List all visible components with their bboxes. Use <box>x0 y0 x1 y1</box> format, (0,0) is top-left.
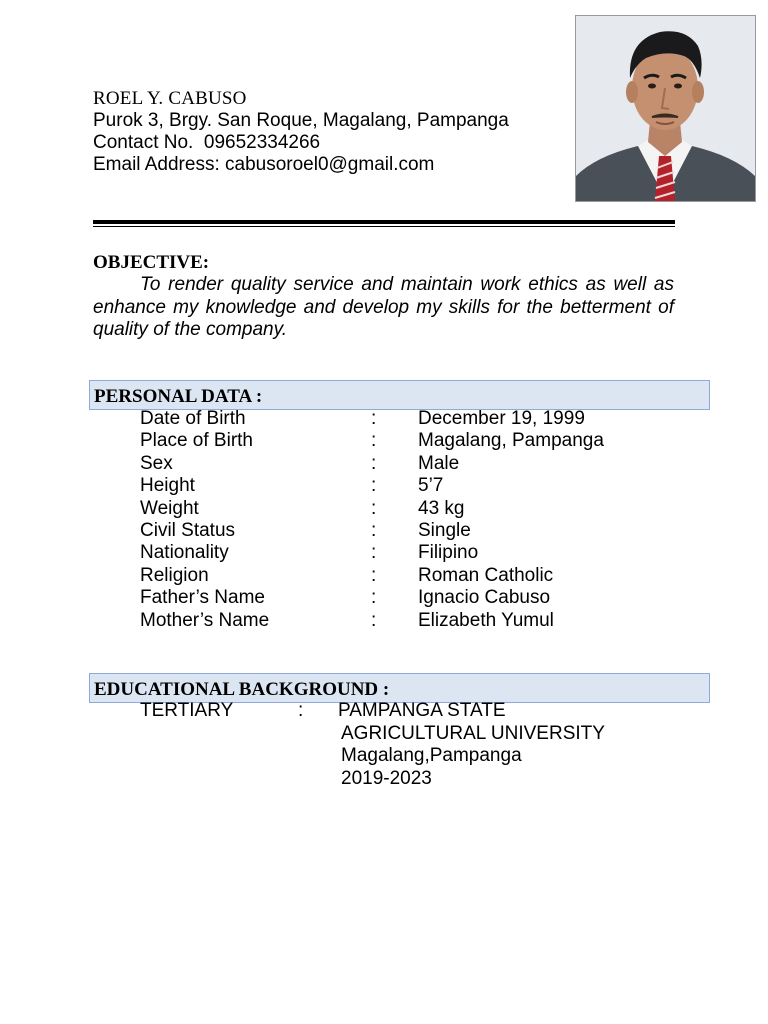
row-colon: : <box>371 587 377 609</box>
row-label: Height <box>140 475 195 497</box>
row-label: Place of Birth <box>140 430 253 452</box>
row-value: December 19, 1999 <box>418 408 585 429</box>
contact-header <box>93 88 563 176</box>
personal-data-row <box>0 475 768 497</box>
personal-data-row <box>0 587 768 609</box>
email-line: Email Address: cabusoroel0@gmail.com <box>93 154 435 175</box>
school-location: Magalang,Pampanga <box>341 745 522 766</box>
row-value: 5’7 <box>418 475 444 497</box>
education-heading: EDUCATIONAL BACKGROUND : <box>94 679 390 700</box>
row-label: Nationality <box>140 542 229 564</box>
objective-heading: OBJECTIVE: <box>93 252 210 273</box>
row-label: Date of Birth <box>140 408 246 429</box>
personal-data-row <box>0 520 768 542</box>
row-value: Ignacio Cabuso <box>418 587 551 609</box>
header-divider <box>93 220 675 228</box>
row-label: Religion <box>140 564 209 586</box>
row-colon: : <box>371 542 377 564</box>
row-colon: : <box>371 564 377 586</box>
address-line: Purok 3, Brgy. San Roque, Magalang, Pampanga <box>93 110 509 131</box>
personal-data-row <box>0 453 768 475</box>
row-label: Mother’s Name <box>140 609 270 631</box>
education-colon: : <box>298 700 304 721</box>
personal-data-row <box>0 408 768 430</box>
row-value: Single <box>418 519 471 541</box>
row-label: Weight <box>140 497 199 519</box>
contact-number-line: Contact No. 09652334266 <box>93 132 321 153</box>
applicant-name: ROEL Y. CABUSO <box>93 88 247 109</box>
row-label: Sex <box>140 452 173 474</box>
row-value: Filipino <box>418 542 479 564</box>
personal-data-row <box>0 430 768 452</box>
row-colon: : <box>371 519 377 541</box>
row-value: 43 kg <box>418 497 465 519</box>
row-label: Civil Status <box>140 519 236 541</box>
personal-data-row <box>0 542 768 564</box>
school-name-line-1: PAMPANGA STATE <box>338 700 506 721</box>
row-value: Male <box>418 452 460 474</box>
personal-data-header-bar <box>89 380 710 410</box>
row-colon: : <box>371 452 377 474</box>
row-label: Father’s Name <box>140 587 265 609</box>
personal-data-row <box>0 498 768 520</box>
education-header-bar <box>89 673 710 703</box>
school-name-line-2: AGRICULTURAL UNIVERSITY <box>341 722 605 744</box>
objective-text: To render quality service and maintain work ethics as well as enhance my knowledge and develop my skills for the betterment of quality of the company. <box>93 274 674 340</box>
personal-data-heading: PERSONAL DATA : <box>94 386 263 407</box>
row-colon: : <box>371 475 377 497</box>
objective-section <box>93 252 674 342</box>
row-value: Elizabeth Yumul <box>418 609 554 631</box>
row-colon: : <box>371 430 377 452</box>
profile-photo <box>575 15 756 202</box>
education-level: TERTIARY <box>140 700 234 721</box>
personal-data-list <box>0 408 768 632</box>
row-colon: : <box>371 609 377 631</box>
school-years: 2019-2023 <box>341 767 432 789</box>
personal-data-row <box>0 565 768 587</box>
row-value: Magalang, Pampanga <box>418 430 604 452</box>
personal-data-row <box>0 610 768 632</box>
row-value: Roman Catholic <box>418 564 554 586</box>
row-colon: : <box>371 408 377 429</box>
row-colon: : <box>371 497 377 519</box>
